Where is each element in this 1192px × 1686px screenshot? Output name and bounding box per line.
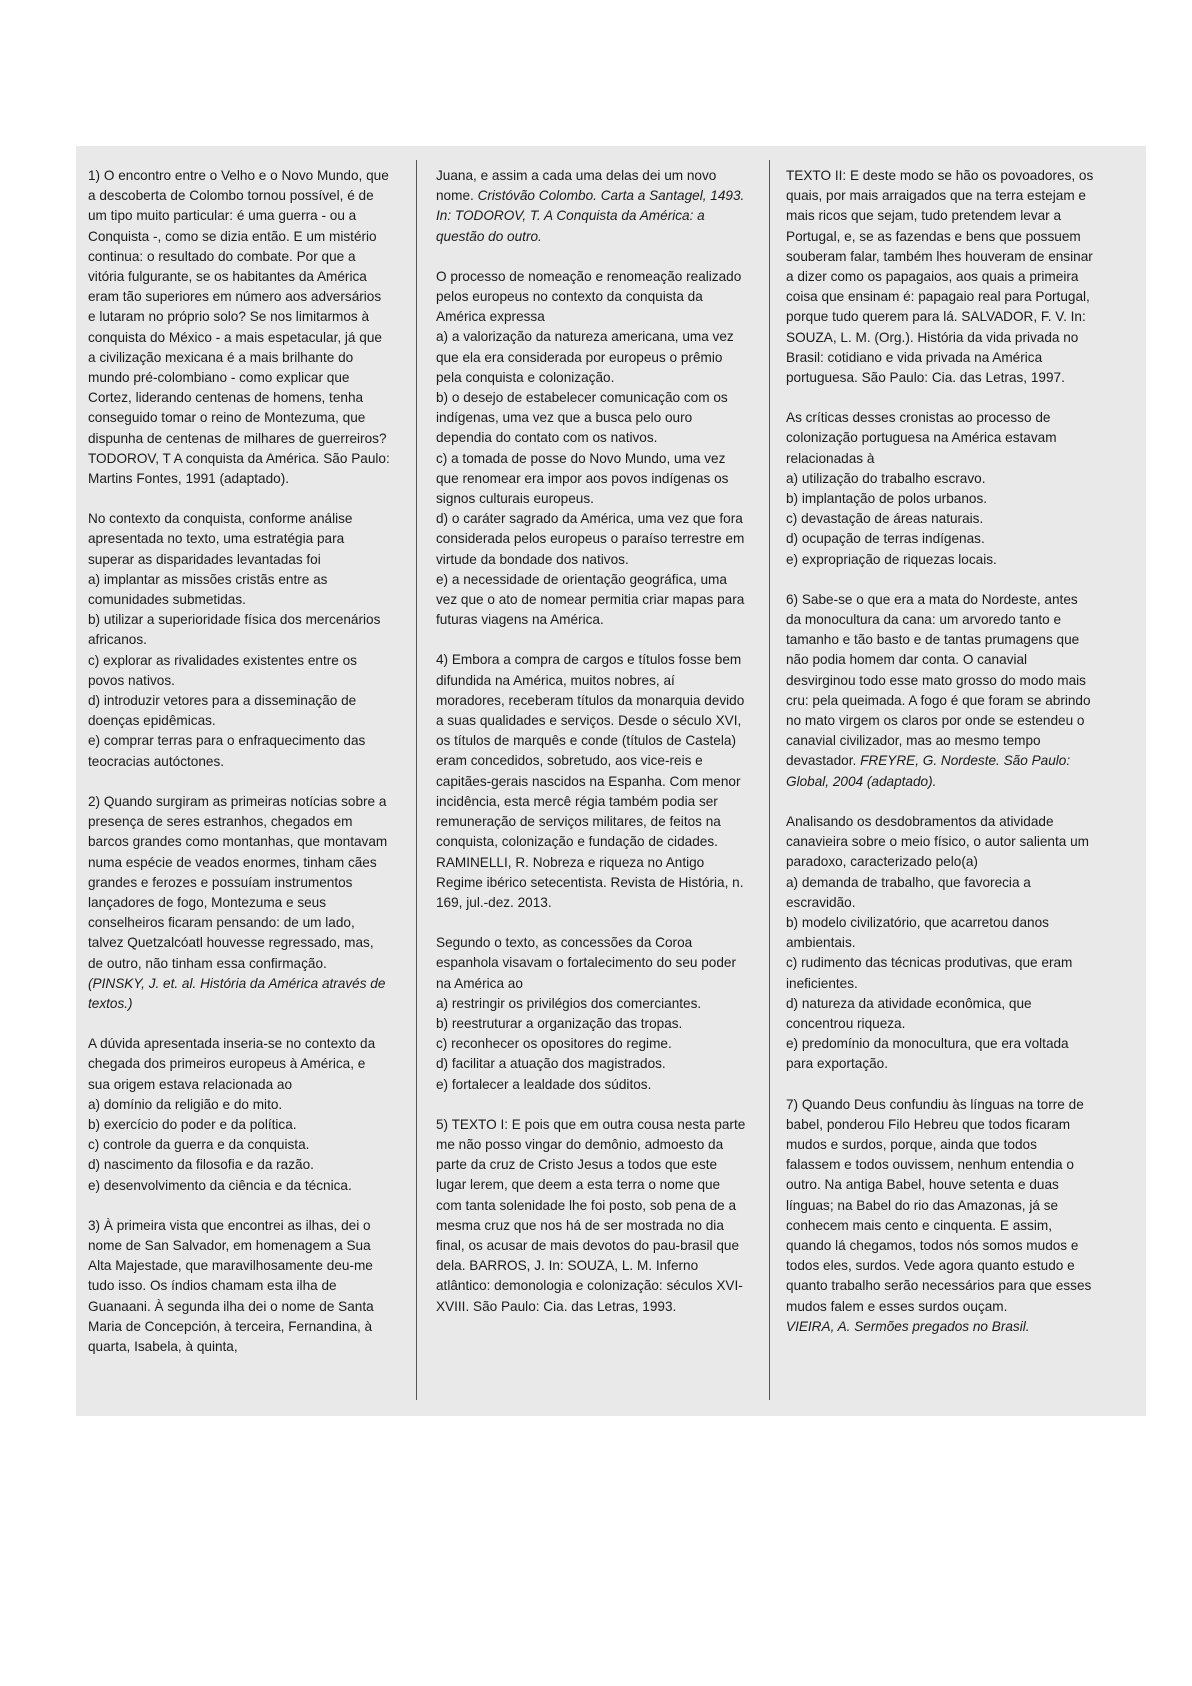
option-a: a) restringir os privilégios dos comerciantes.: [436, 995, 702, 1011]
option-d: d) ocupação de terras indígenas.: [786, 531, 985, 547]
question-6-text: 6) Sabe-se o que era a mata do Nordeste, antes da monocultura da cana: um arvoredo tanto e tamanho e tão basto e de tantas prumagens que não podia homem dar conta. O canavial desvirginou todo esse mato grosso do modo mais cru: pela queimada. A fogo é que foram se abrindo no mato virgem os claros por onde se estendeu o canavial civilizador, mas ao mesmo tempo devastador. FREYRE, G. Nordeste. São Paulo: Global, 2004 (adaptado).: [786, 591, 1091, 789]
question-3-text: 3) À primeira vista que encontrei as ilhas, dei o nome de San Salvador, em homenagem a Sua Alta Majestade, que maravilhosamente deu-me tudo isso. Os índios chamam esta ilha de Guanaani. À segunda ilha dei o nome de Santa Maria de Concepción, à terceira, Fernandina, à quarta, Isabela, à quinta,: [88, 1217, 374, 1354]
option-e: e) a necessidade de orientação geográfica, uma vez que o ato de nomear permitia criar mapas para futuras viagens na América.: [436, 571, 745, 628]
column-divider: [769, 160, 770, 1400]
question-7-text: 7) Quando Deus confundiu às línguas na torre de babel, ponderou Filo Hebreu que todos ficaram mudos e surdos, porque, ainda que todos falassem e todos ouvissem, nenhum entendia o outro. Na antiga Babel, houve setenta e duas línguas; na Babel do rio das Amazonas, já se conhecem mais cento e cinquenta. E assim, quando lá chegamos, todos nós somos mudos e todos eles, surdos. Vede agora quanto estudo e quanto trabalho serão necessários para que esses mudos falem e esses surdos ouçam. VIEIRA, A. Sermões pregados no Brasil.: [786, 1096, 1092, 1334]
column-divider: [416, 160, 417, 1400]
option-b: b) exercício do poder e da política.: [88, 1116, 297, 1132]
option-b: b) implantação de polos urbanos.: [786, 491, 988, 507]
option-c: c) explorar as rivalidades existentes entre os povos nativos.: [88, 652, 357, 688]
option-c: c) reconhecer os opositores do regime.: [436, 1036, 672, 1052]
question-2-prompt: A dúvida apresentada inseria-se no contexto da chegada dos primeiros europeus à América, e sua origem estava relacionada ao a) domínio da religião e do mito. b) exercício do poder e da política. c) controle da guerra e da conquista. d) nascimento da filosofia e da razão. e) desenvolvimento da ciência e da técnica.: [88, 1036, 376, 1193]
source-citation: VIEIRA, A. Sermões pregados no Brasil.: [786, 1318, 1030, 1334]
option-c: c) a tomada de posse do Novo Mundo, uma vez que renomear era impor aos povos indígenas os signos culturais europeus.: [436, 450, 729, 507]
question-5-text-2: TEXTO II: E deste modo se hão os povoadores, os quais, por mais arraigados que na terra estejam e mais ricos que sejam, tudo pretendem levar a Portugal, e, se as fazendas e bens que possuem souberam falar, também lhes houveram de ensinar a dizer como os papagaios, aos quais a primeira coisa que ensinam é: papagaio real para Portugal, porque tudo querem para lá. SALVADOR, F. V. In: SOUZA, L. M. (Org.). História da vida privada no Brasil: cotidiano e vida privada na América portuguesa. São Paulo: Cia. das Letras, 1997.: [786, 168, 1094, 386]
question-3-text-cont: Juana, e assim a cada uma delas dei um novo nome. Cristóvão Colombo. Carta a Santagel, 1493. In: TODOROV, T. A Conquista da América: a questão do outro.: [436, 168, 745, 244]
source-citation: Cristóvão Colombo. Carta a Santagel, 1493. In: TODOROV, T. A Conquista da América: a questão do outro.: [436, 188, 745, 244]
option-b: b) utilizar a superioridade física dos mercenários africanos.: [88, 612, 381, 648]
option-d: d) facilitar a atuação dos magistrados.: [436, 1056, 666, 1072]
option-b: b) o desejo de estabelecer comunicação com os indígenas, uma vez que a busca pelo ouro dependia do contato com os nativos.: [436, 390, 728, 446]
option-e: e) expropriação de riquezas locais.: [786, 551, 997, 567]
option-a: a) demanda de trabalho, que favorecia a escravidão.: [786, 874, 1031, 910]
option-e: e) comprar terras para o enfraquecimento das teocracias autóctones.: [88, 733, 366, 769]
question-5-text-1: 5) TEXTO I: E pois que em outra cousa nesta parte me não posso vingar do demônio, admoesto da parte da cruz de Cristo Jesus a todos que este lugar lerem, que deem a esta terra o nome que com tanta solenidade lhe foi posto, sob pena de a mesma cruz que nos há de ser mostrada no dia final, os acusar de mais devotos do pau-brasil que dela. BARROS, J. In: SOUZA, L. M. Inferno atlântico: demonologia e colonização: séculos XVI-XVIII. São Paulo: Cia. das Letras, 1993.: [436, 1116, 746, 1314]
question-1-prompt: No contexto da conquista, conforme análise apresentada no texto, uma estratégia para superar as disparidades levantadas foi a) implantar as missões cristãs entre as comunidades submetidas. b) utilizar a superioridade física dos mercenários africanos. c) explorar as rivalidades existentes entre os povos nativos. d) introduzir vetores para a disseminação de doenças epidêmicas. e) comprar terras para o enfraquecimento das teocracias autóctones.: [88, 511, 381, 769]
option-c: c) devastação de áreas naturais.: [786, 511, 984, 527]
option-b: b) reestruturar a organização das tropas.: [436, 1015, 683, 1031]
question-2-text: 2) Quando surgiram as primeiras notícias sobre a presença de seres estranhos, chegados em barcos grandes como montanhas, que montavam numa espécie de veados enormes, tinham cães grandes e ferozes e possuíam instrumentos lançadores de fogo, Montezuma e seus conselheiros ficaram pensando: de um lado, talvez Quetzalcóatl houvesse regressado, mas, de outro, não tinham essa confirmação. (PINSKY, J. et. al. História da América através de textos.): [88, 793, 388, 1011]
option-e: e) fortalecer a lealdade dos súditos.: [436, 1076, 652, 1092]
column-2: [436, 166, 746, 1337]
option-d: d) introduzir vetores para a disseminação de doenças epidêmicas.: [88, 693, 357, 729]
question-1-text: 1) O encontro entre o Velho e o Novo Mundo, que a descoberta de Colombo tornou possível, é de um tipo muito particular: é uma guerra - ou a Conquista -, como se dizia então. E um mistério continua: o resultado do combate. Por que a vitória fulgurante, se os habitantes da América eram tão superiores em número aos adversários e lutaram no próprio solo? Se nos limitarmos à conquista do México - a mais espetacular, já que a civilização mexicana é a mais brilhante do mundo pré-colombiano - como explicar que Cortez, liderando centenas de homens, tenha conseguido tomar o reino de Montezuma, que dispunha de centenas de milhares de guerreiros? TODOROV, T A conquista da América. São Paulo: Martins Fontes, 1991 (adaptado).: [88, 168, 390, 487]
question-6-prompt: Analisando os desdobramentos da atividade canavieira sobre o meio físico, o autor salienta um paradoxo, caracterizado pelo(a) a) demanda de trabalho, que favorecia a escravidão. b) modelo civilizatório, que acarretou danos ambientais. c) rudimento das técnicas produtivas, que eram ineficientes. d) natureza da atividade econômica, que concentrou riqueza. e) predomínio da monocultura, que era voltada para exportação.: [786, 813, 1089, 1072]
question-4-prompt: Segundo o texto, as concessões da Coroa espanhola visavam o fortalecimento do seu poder na América ao a) restringir os privilégios dos comerciantes. b) reestruturar a organização das tropas. c) reconhecer os opositores do regime. d) facilitar a atuação dos magistrados. e) fortalecer a lealdade dos súditos.: [436, 935, 736, 1092]
option-a: a) domínio da religião e do mito.: [88, 1096, 283, 1112]
option-a: a) a valorização da natureza americana, uma vez que ela era considerada por europeus o prêmio pela conquista e colonização.: [436, 329, 734, 385]
option-a: a) implantar as missões cristãs entre as comunidades submetidas.: [88, 571, 328, 608]
option-e: e) predomínio da monocultura, que era voltada para exportação.: [786, 1036, 1069, 1072]
option-d: d) o caráter sagrado da América, uma vez que fora considerada pelos europeus o paraíso terrestre em virtude da bondade dos nativos.: [436, 511, 745, 567]
question-5-prompt: As críticas desses cronistas ao processo de colonização portuguesa na América estavam relacionadas à a) utilização do trabalho escravo. b) implantação de polos urbanos. c) devastação de áreas naturais. d) ocupação de terras indígenas. e) expropriação de riquezas locais.: [786, 410, 1057, 567]
question-4-text: 4) Embora a compra de cargos e títulos fosse bem difundida na América, muitos nobres, aí moradores, receberam títulos da monarquia devido a suas qualidades e serviços. Desde o século XVI, os títulos de marquês e conde (títulos de Castela) eram concedidos, sobretudo, aos vice-reis e capitães-gerais nascidos na Espanha. Com menor incidência, esta mercê régia também podia ser remuneração de serviços militares, de feitos na conquista, colonização e fundação de cidades. RAMINELLI, R. Nobreza e riqueza no Antigo Regime ibérico setecentista. Revista de História, n. 169, jul.-dez. 2013.: [436, 652, 745, 910]
source-citation: FREYRE, G. Nordeste. São Paulo: Global, 2004 (adaptado).: [786, 753, 1071, 789]
option-c: c) rudimento das técnicas produtivas, que eram ineficientes.: [786, 955, 1073, 991]
column-1: [88, 166, 390, 1377]
option-d: d) nascimento da filosofia e da razão.: [88, 1157, 314, 1173]
option-b: b) modelo civilizatório, que acarretou danos ambientais.: [786, 914, 1049, 951]
source-citation: (PINSKY, J. et. al. História da América através de textos.): [88, 975, 386, 1011]
option-e: e) desenvolvimento da ciência e da técnica.: [88, 1177, 352, 1193]
column-3: [786, 166, 1094, 1357]
question-3-prompt: O processo de nomeação e renomeação realizado pelos europeus no contexto da conquista da América expressa a) a valorização da natureza americana, uma vez que ela era considerada por europeus o prêmio pela conquista e colonização. b) o desejo de estabelecer comunicação com os indígenas, uma vez que a busca pelo ouro dependia do contato com os nativos. c) a tomada de posse do Novo Mundo, uma vez que renomear era impor aos povos indígenas os signos culturais europeus. d) o caráter sagrado da América, uma vez que fora considerada pelos europeus o paraíso terrestre em virtude da bondade dos nativos. e) a necessidade de orientação geográfica, uma vez que o ato de nomear permitia criar mapas para futuras viagens na América.: [436, 268, 745, 628]
option-c: c) controle da guerra e da conquista.: [88, 1137, 310, 1153]
option-d: d) natureza da atividade econômica, que concentrou riqueza.: [786, 995, 1032, 1031]
option-a: a) utilização do trabalho escravo.: [786, 470, 986, 486]
